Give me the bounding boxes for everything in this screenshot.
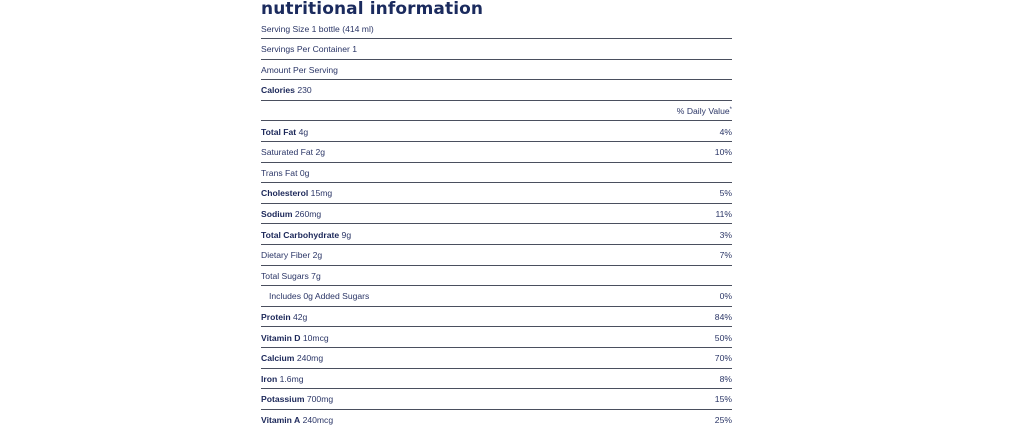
serving-size-row <box>261 18 732 39</box>
nutrient-row <box>261 266 732 287</box>
nutrient-name: Sodium <box>261 209 293 220</box>
nutrient-daily-value: 4% <box>719 126 732 137</box>
nutrient-amount: 42g <box>293 312 308 323</box>
nutrient-name: Potassium <box>261 394 305 405</box>
nutrient-row <box>261 142 732 163</box>
nutrient-amount: 2g <box>315 147 326 158</box>
calories-row <box>261 80 732 101</box>
nutrient-name: Vitamin D <box>261 332 301 343</box>
nutrient-amount: 700mg <box>306 394 334 405</box>
nutrient-amount: 240mg <box>296 353 324 364</box>
nutrient-amount: 9g <box>341 229 352 240</box>
nutrient-row <box>261 204 732 225</box>
nutrient-row <box>261 224 732 245</box>
nutrient-name: Total Fat <box>261 126 297 137</box>
nutrient-name: Iron <box>261 373 278 384</box>
nutrient-daily-value: 5% <box>719 188 732 199</box>
nutrient-daily-value: 8% <box>719 373 732 384</box>
nutrient-name: Trans Fat <box>261 167 298 178</box>
daily-value-footnote-mark: * <box>729 107 732 114</box>
nutrient-daily-value: 84% <box>714 312 732 323</box>
nutrient-row <box>261 307 732 328</box>
page-title: nutritional information <box>261 0 484 19</box>
nutrient-amount: 260mg <box>294 209 322 220</box>
nutrient-amount: 15mg <box>310 188 333 199</box>
nutrient-row <box>261 245 732 266</box>
nutrient-daily-value: 50% <box>714 332 732 343</box>
nutrient-daily-value: 11% <box>715 209 732 220</box>
nutrient-daily-value: 70% <box>714 353 732 364</box>
calories-label: Calories <box>261 85 295 96</box>
nutrient-amount: 240mcg <box>302 414 334 425</box>
nutrient-amount: 10mcg <box>302 332 329 343</box>
nutrient-name: Includes 0g Added Sugars <box>269 291 370 302</box>
servings-per-container-value: 1 <box>352 44 358 55</box>
serving-size-value: 1 bottle (414 ml) <box>311 23 374 34</box>
nutrient-name: Vitamin A <box>261 414 301 425</box>
nutrient-row <box>261 348 732 369</box>
nutrient-name: Cholesterol <box>261 188 309 199</box>
nutrient-row <box>261 121 732 142</box>
nutrient-daily-value: 7% <box>719 250 732 261</box>
servings-per-container-label: Servings Per Container <box>261 44 350 55</box>
nutrient-daily-value: 0% <box>719 291 732 302</box>
nutrient-amount: 7g <box>311 270 321 281</box>
nutrient-name: Total Sugars <box>261 270 309 281</box>
nutrient-row <box>261 286 732 307</box>
amount-per-serving-row <box>261 60 732 81</box>
nutrient-row <box>261 327 732 348</box>
nutrient-name: Calcium <box>261 353 295 364</box>
nutrient-daily-value: 15% <box>714 394 732 405</box>
nutrient-daily-value: 3% <box>719 229 732 240</box>
nutrient-daily-value: 10% <box>714 147 732 158</box>
calories-value: 230 <box>297 85 312 96</box>
nutrient-amount: 1.6mg <box>279 373 304 384</box>
nutrient-amount: 4g <box>298 126 309 137</box>
daily-value-header: % Daily Value <box>676 106 730 117</box>
nutrition-panel <box>261 0 732 430</box>
daily-value-header-row <box>261 101 732 122</box>
nutrient-name: Total Carbohydrate <box>261 229 340 240</box>
serving-size-label: Serving Size <box>261 23 310 34</box>
nutrient-amount: 2g <box>312 250 323 261</box>
nutrient-name: Saturated Fat <box>261 147 314 158</box>
servings-per-container-row <box>261 39 732 60</box>
nutrient-daily-value: 25% <box>714 414 732 425</box>
nutrient-name: Protein <box>261 312 291 323</box>
nutrient-row <box>261 389 732 410</box>
nutrient-row <box>261 369 732 390</box>
nutrient-amount: 0g <box>299 167 310 178</box>
nutrient-row <box>261 163 732 184</box>
amount-per-serving-label: Amount Per Serving <box>261 64 338 75</box>
nutrient-name: Dietary Fiber <box>261 250 311 261</box>
nutrition-rows <box>261 18 732 430</box>
nutrient-row <box>261 183 732 204</box>
